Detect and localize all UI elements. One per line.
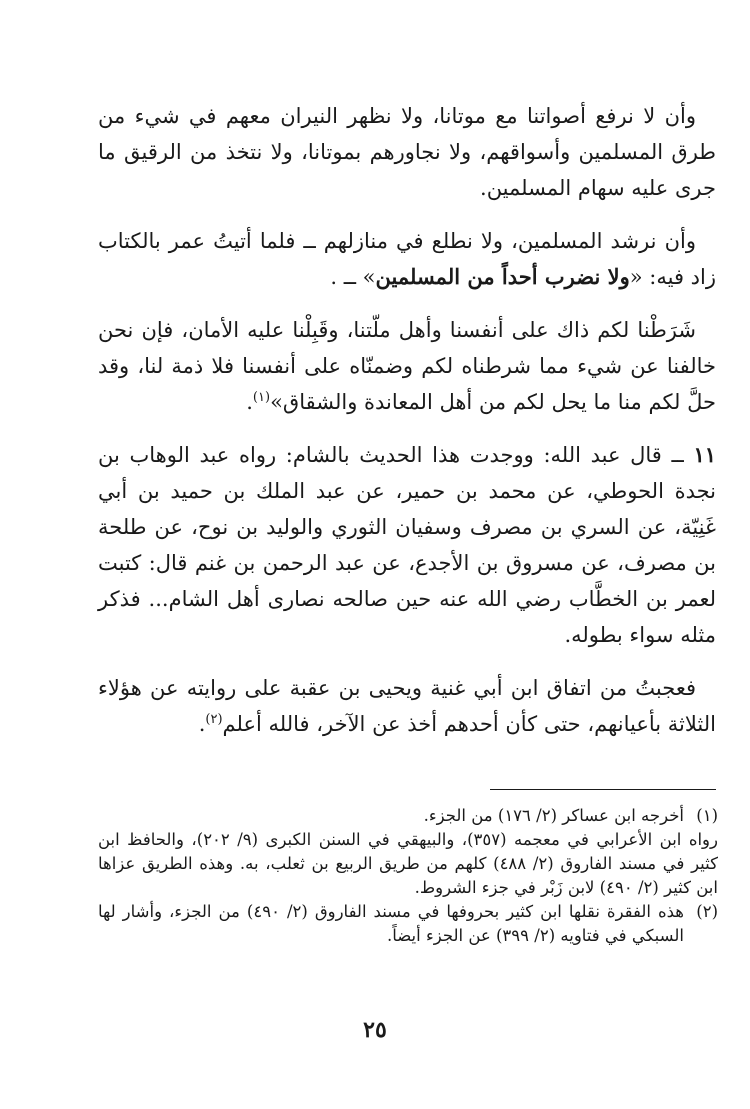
footnote-2-body: هذه الفقرة نقلها ابن كثير بحروفها في مسند الفاروق (٢/ ٤٩٠) من الجزء، وأشار لها السبكي في فتاويه (٢/ ٣٩٩) عن الجزء أيضاً. — [98, 902, 684, 945]
page-number: ٢٥ — [363, 1017, 387, 1043]
paragraph-3-end: . — [246, 390, 253, 414]
paragraph-5-end: . — [198, 712, 206, 736]
paragraph-1 — [98, 98, 716, 206]
footnote-2 — [98, 900, 718, 948]
paragraph-2-bold-quote: ولا نضرب أحداً من المسلمين — [375, 264, 630, 289]
paragraph-3 — [98, 312, 716, 420]
footnote-1-continuation: رواه ابن الأعرابي في معجمه (٣٥٧)، والبيهقي في السنن الكبرى (٩/ ٢٠٢)، والحافظ ابن كثير في مسند الفاروق (٢/ ٤٨٨) كلهم من طريق الربيع بن ثعلب، به. وهذه الطريق عزاها ابن كثير (٢/ ٤٩٠) لابن زَبْر في جزء الشروط. — [98, 830, 718, 897]
paragraph-4-text: ــ قال عبد الله: ووجدت هذا الحديث بالشام: رواه عبد الوهاب بن نجدة الحوطي، عن محمد بن حمير، عن عبد الملك بن حميد بن أبي غَنِيّة، عن السري بن مصرف وسفيان الثوري والوليد بن نوح، عن طلحة بن مصرف، عن مسروق بن الأجدع، عن عبد الرحمن بن غنم قال: كتبت لعمر بن الخطَّاب رضي الله عنه حين صالحه نصارى أهل الشام... فذكر مثله سواء بطوله. — [98, 443, 716, 647]
footnote-1-line1: أخرجه ابن عساكر (٢/ ١٧٦) من الجزء. — [423, 806, 684, 825]
paragraph-2-text-b: » ــ . — [330, 265, 376, 289]
footnotes — [98, 804, 718, 948]
hadith-number: ١١ — [693, 442, 716, 467]
main-text — [98, 98, 716, 742]
footnote-1 — [98, 804, 718, 828]
paragraph-4 — [98, 437, 716, 653]
paragraph-1-text: وأن لا نرفع أصواتنا مع موتانا، ولا نظهر النيران معهم في شيء من طرق المسلمين وأسواقهم، ولا نجاورهم بموتانا، ولا نتخذ من الرقيق ما جرى عليه سهام المسلمين. — [98, 104, 716, 200]
footnote-separator — [490, 789, 716, 790]
paragraph-3-text: شَرَطْنا لكم ذاك على أنفسنا وأهل ملّتنا، وقَبِلْنا عليه الأمان، فإن نحن خالفنا عن شيء مما شرطناه لكم وضمنّاه على أنفسنا فلا ذمة لنا، وقد حلَّ لكم منا ما يحل لكم من أهل المعاندة والشقاق» — [98, 318, 716, 414]
paragraph-2 — [98, 223, 716, 295]
footnote-1-number: (١) — [696, 806, 718, 825]
footnote-2-number: (٢) — [696, 902, 718, 921]
paragraph-5 — [98, 670, 716, 742]
footnote-ref-1[interactable]: (١) — [252, 390, 271, 405]
paragraph-2-text-a: وأن نرشد المسلمين، ولا نطلع في منازلهم ــ فلما أتيتُ عمر بالكتاب زاد فيه: « — [98, 229, 716, 289]
paragraph-5-text: فعجبتُ من اتفاق ابن أبي غنية ويحيى بن عقبة على روايته عن هؤلاء الثلاثة بأعيانهم، حتى كأن أحدهم أخذ عن الآخر، فالله أعلم — [98, 676, 716, 736]
footnote-ref-2[interactable]: (٢) — [205, 712, 223, 727]
